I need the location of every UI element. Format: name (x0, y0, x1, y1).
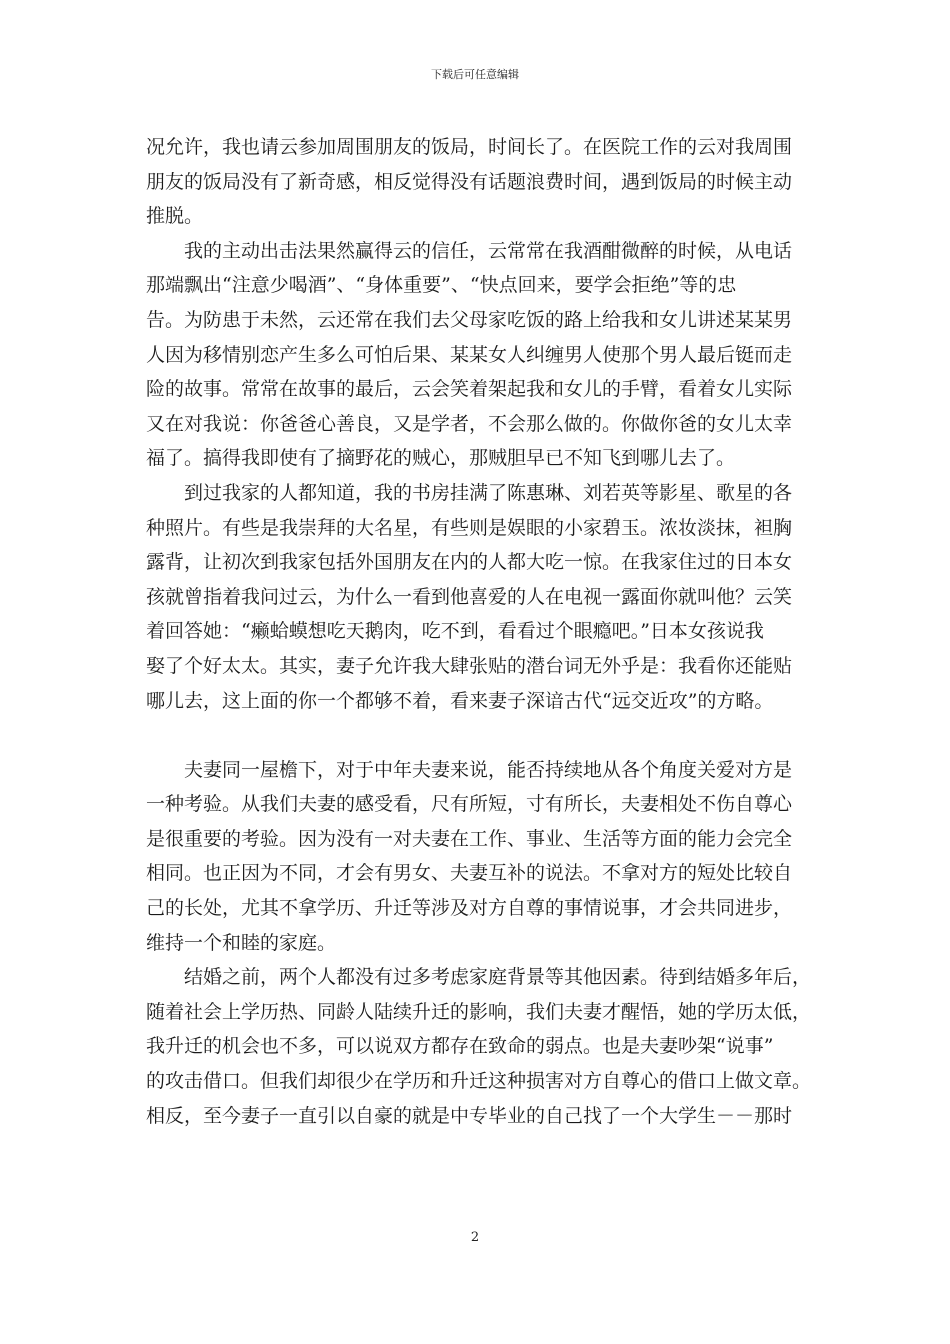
paragraph (146, 753, 812, 961)
text-line: 的攻击借口。但我们却很少在学历和升迁这种损害对方自尊心的借口上做文章。 (146, 1070, 812, 1093)
text-line: 又在对我说：你爸爸心善良，又是学者，不会那么做的。你做你爸的女儿太幸 (146, 412, 793, 435)
text-line: 到过我家的人都知道，我的书房挂满了陈惠琳、刘若英等影星、歌星的各 (184, 481, 793, 504)
text-line: 己的长处，尤其不拿学历、升迁等涉及对方自尊的事情说事，才会共同进步， (146, 897, 793, 920)
text-line: 露背，让初次到我家包括外国朋友在内的人都大吃一惊。在我家住过的日本女 (146, 551, 793, 574)
text-line: 娶了个好太太。其实，妻子允许我大肆张贴的潜台词无外乎是：我看你还能贴 (146, 654, 793, 677)
text-line: 孩就曾指着我问过云，为什么一看到他喜爱的人在电视一露面你就叫他？云笑 (146, 585, 793, 608)
text-line: 相同。也正因为不同，才会有男女、夫妻互补的说法。不拿对方的短处比较自 (146, 862, 793, 885)
text-line: 我的主动出击法果然赢得云的信任，云常常在我酒酣微醉的时候，从电话 (184, 239, 793, 262)
paragraph-gap (146, 718, 812, 753)
paragraph (146, 234, 812, 476)
text-line: 种照片。有些是我崇拜的大名星，有些则是娱眼的小家碧玉。浓妆淡抹，袒胸 (146, 516, 793, 539)
text-line: 相反，至今妻子一直引以自豪的就是中专毕业的自己找了一个大学生－－那时 (146, 1104, 793, 1127)
text-line: 维持一个和睦的家庭。 (146, 931, 337, 954)
text-line: 况允许，我也请云参加周围朋友的饭局，时间长了。在医院工作的云对我周围 (146, 136, 793, 158)
text-line: 险的故事。常常在故事的最后，云会笑着架起我和女儿的手臂，看着女儿实际 (146, 378, 793, 401)
page-header: 下载后可任意编辑 (431, 68, 519, 81)
text-line: 推脱。 (146, 205, 204, 228)
paragraph (146, 960, 812, 1133)
text-line: 夫妻同一屋檐下，对于中年夫妻来说，能否持续地从各个角度关爱对方是 (184, 758, 793, 781)
text-line: 着回答她：“癞蛤蟆想吃天鹅肉，吃不到，看看过个眼瘾吧。”日本女孩说我 (146, 620, 764, 643)
text-line: 那端飘出“注意少喝酒”、“身体重要”、“快点回来，要学会拒绝”等的忠 (146, 274, 737, 297)
text-line: 人因为移情别恋产生多么可怕后果、某某女人纠缠男人使那个男人最后铤而走 (146, 343, 793, 366)
text-line: 哪儿去，这上面的你一个都够不着，看来妻子深谙古代“远交近攻”的方略。 (146, 689, 774, 712)
paragraph (146, 476, 812, 718)
document-body (146, 130, 812, 1133)
text-line: 一种考验。从我们夫妻的感受看，尺有所短，寸有所长，夫妻相处不伤自尊心 (146, 793, 793, 816)
text-line: 福了。搞得我即使有了摘野花的贼心，那贼胆早已不知飞到哪儿去了。 (146, 447, 736, 470)
text-line: 告。为防患于未然，云还常在我们去父母家吃饭的路上给我和女儿讲述某某男 (146, 308, 793, 331)
text-line: 结婚之前，两个人都没有过多考虑家庭背景等其他因素。待到结婚多年后， (184, 966, 812, 989)
page-number: 2 (470, 1230, 480, 1245)
paragraph (146, 130, 812, 234)
text-line: 我升迁的机会也不多，可以说双方都存在致命的弱点。也是夫妻吵架“说事” (146, 1035, 774, 1058)
text-line: 是很重要的考验。因为没有一对夫妻在工作、事业、生活等方面的能力会完全 (146, 827, 793, 850)
text-line: 朋友的饭局没有了新奇感，相反觉得没有话题浪费时间，遇到饭局的时候主动 (146, 170, 793, 193)
text-line: 随着社会上学历热、同龄人陆续升迁的影响，我们夫妻才醒悟，她的学历太低， (146, 1000, 812, 1023)
